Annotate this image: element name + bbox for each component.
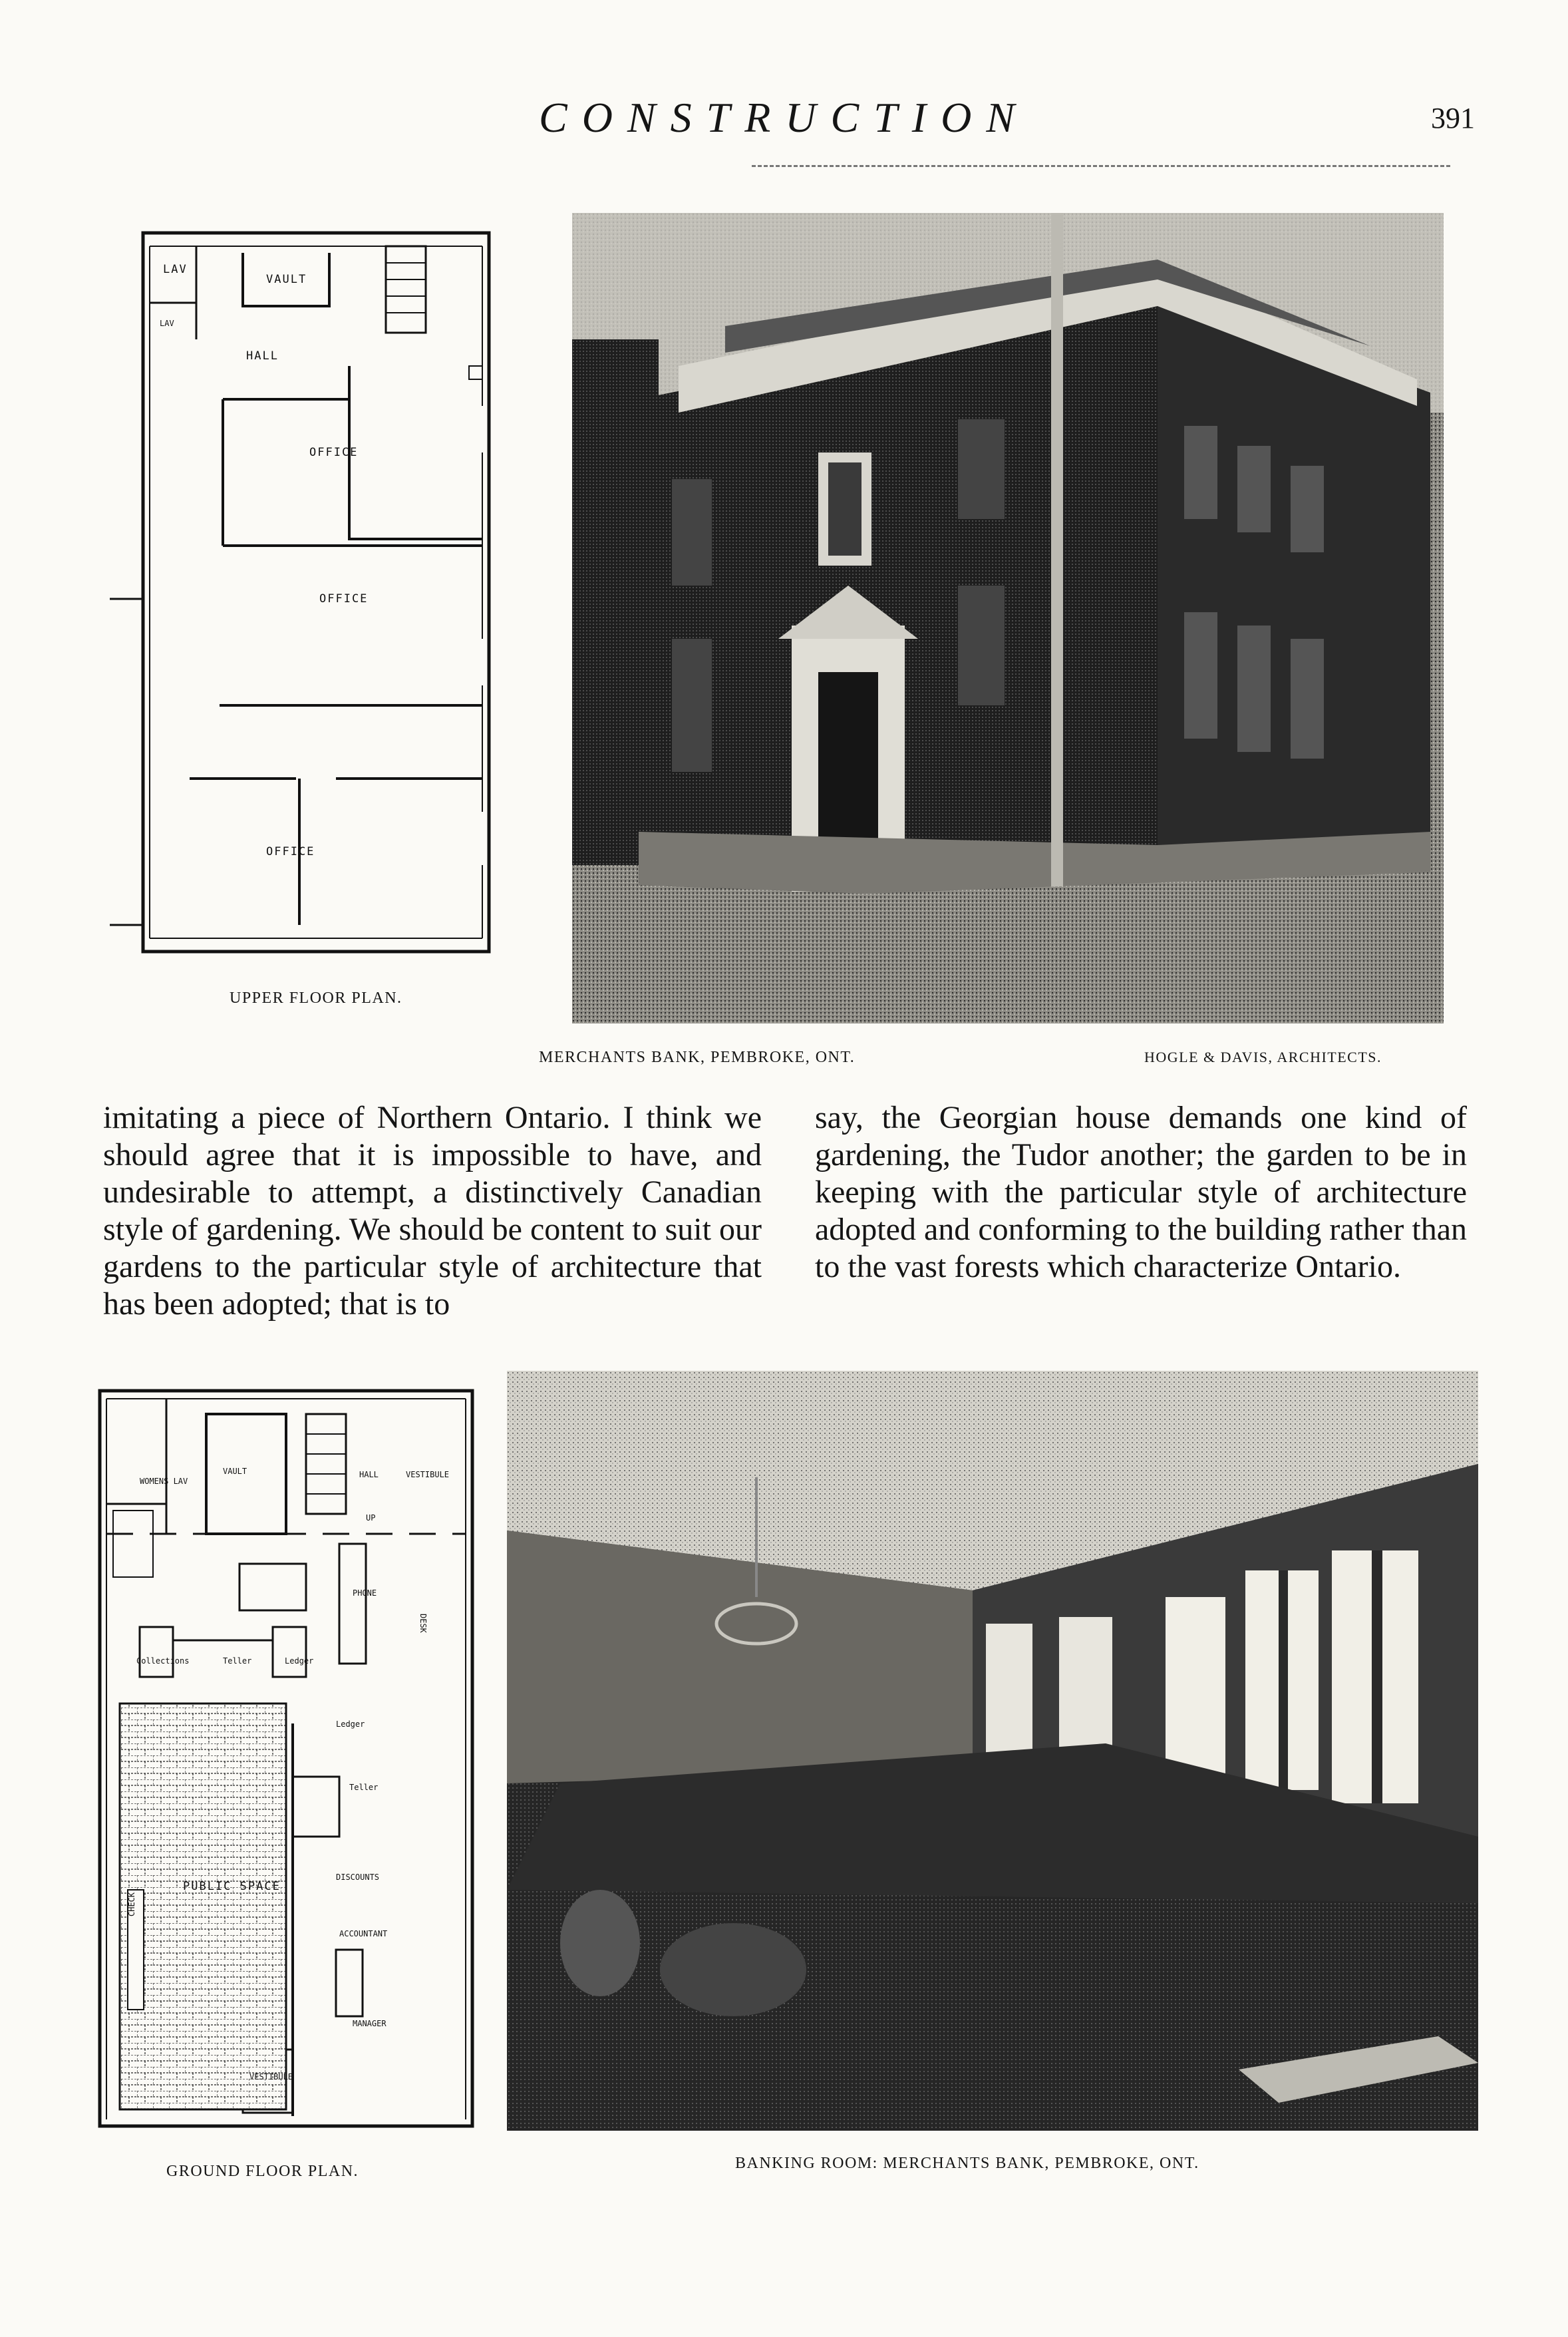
article-column-2: say, the Georgian house demands one kind of gardening, the Tudor another; the garden to be in keeping with the particular style of architecture adopted and conforming to the building rather than to the vast forests which characterize Ontario. xyxy=(815,1100,1467,1284)
plan-label-vestibule-2: VESTIBULE xyxy=(249,2072,293,2081)
plan-label-office-1: OFFICE xyxy=(309,446,359,459)
plan-label-lav-1: LAV xyxy=(163,263,188,276)
banking-room-illustration xyxy=(507,1371,1478,2131)
plan-label-teller-2: Teller xyxy=(349,1783,379,1792)
plan-label-accountant: ACCOUNTANT xyxy=(339,1929,388,1938)
plan-label-collections: Collections xyxy=(136,1656,190,1666)
plan-label-check: CHECK xyxy=(127,1892,136,1916)
article-column-1: imitating a piece of Northern Ontario. I think we should agree that it is impossible to have, and undesirable to attempt, a distinctively Canadian style of gardening. We should be content to suit our gardens to the particular style of architecture that has been adopted; that is to xyxy=(103,1100,762,1322)
plan-label-discounts: DISCOUNTS xyxy=(336,1873,380,1882)
exterior-photo xyxy=(572,213,1444,1023)
plan-label-ledger-2: Ledger xyxy=(336,1719,365,1729)
plan-label-office-2: OFFICE xyxy=(319,592,369,606)
plan-label-desk: DESK xyxy=(418,1614,428,1633)
plan-label-ledger-1: Ledger xyxy=(285,1656,314,1666)
plan-label-womens-lav: WOMENS LAV xyxy=(140,1477,188,1486)
plan-label-manager: MANAGER xyxy=(353,2019,387,2028)
ground-floor-plan-caption: GROUND FLOOR PLAN. xyxy=(166,2163,359,2180)
plan-label-vault: VAULT xyxy=(266,273,307,286)
plan-label-office-3: OFFICE xyxy=(266,845,315,858)
banking-room-caption: BANKING ROOM: MERCHANTS BANK, PEMBROKE, ONT. xyxy=(735,2155,1199,2172)
plan-label-hall: HALL xyxy=(246,349,279,363)
plan-label-vault: VAULT xyxy=(223,1467,247,1476)
exterior-photo-credit: HOGLE & DAVIS, ARCHITECTS. xyxy=(1144,1049,1382,1065)
plan-label-public-space: PUBLIC SPACE xyxy=(183,1880,281,1893)
page-number: 391 xyxy=(1431,102,1475,134)
exterior-photo-illustration xyxy=(572,213,1444,1023)
plan-label-hall: HALL xyxy=(359,1470,379,1479)
plan-label-teller-1: Teller xyxy=(223,1656,252,1666)
plan-label-phone: PHONE xyxy=(353,1588,377,1598)
plan-label-lav-2: LAV xyxy=(160,319,174,328)
upper-floor-plan-caption: UPPER FLOOR PLAN. xyxy=(230,989,402,1007)
running-header-title: CONSTRUCTION xyxy=(539,94,1029,141)
ground-floor-plan xyxy=(73,1384,486,2133)
header-rule xyxy=(752,165,1450,167)
plan-label-vestibule: VESTIBULE xyxy=(406,1470,450,1479)
upper-floor-plan xyxy=(110,226,522,958)
banking-room-photo xyxy=(507,1371,1478,2131)
plan-label-up: UP xyxy=(366,1513,376,1523)
exterior-photo-caption: MERCHANTS BANK, PEMBROKE, ONT. xyxy=(539,1049,856,1066)
